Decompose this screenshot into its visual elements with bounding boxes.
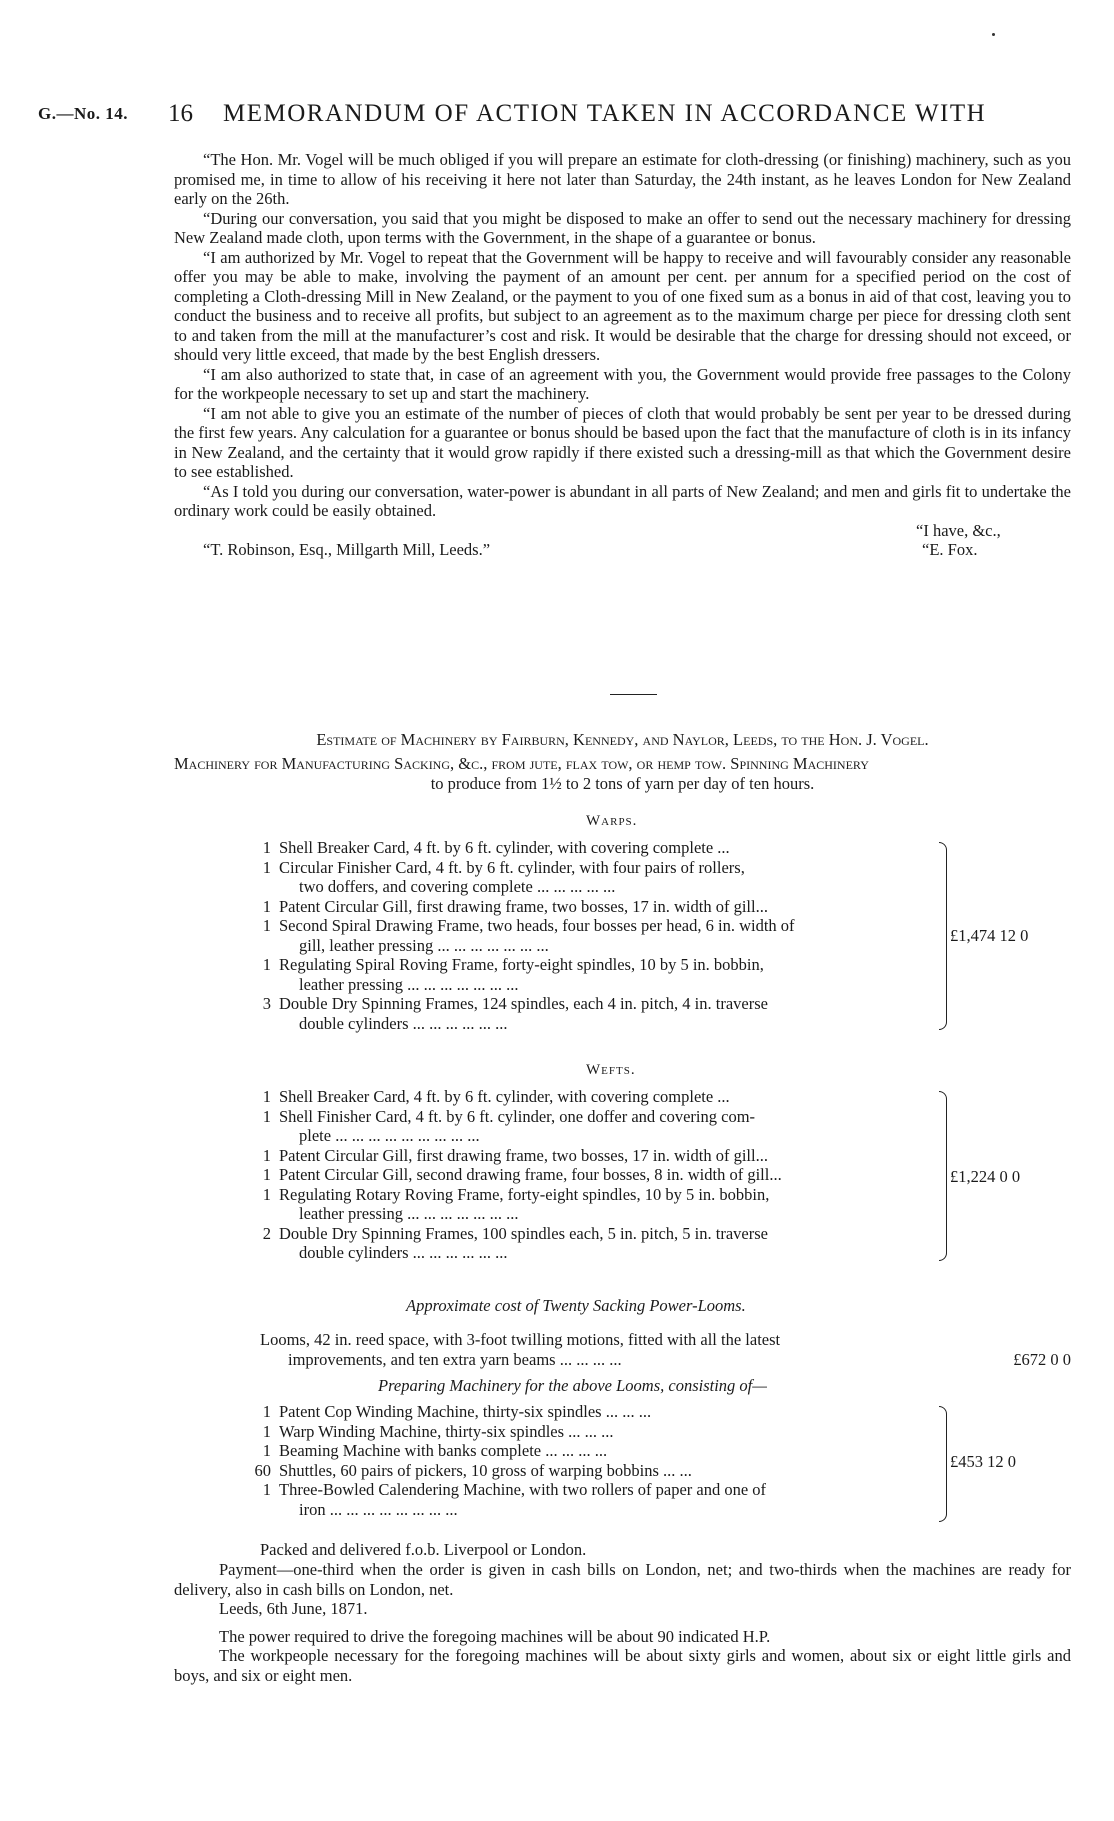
machine-item — [245, 955, 935, 994]
item-description: Shell Breaker Card, 4 ft. by 6 ft. cylinder, with covering complete ... — [279, 838, 730, 857]
machine-item — [245, 1480, 935, 1519]
item-quantity: 1 — [262, 896, 271, 916]
item-description: Shell Breaker Card, 4 ft. by 6 ft. cylinder, with covering complete ... — [279, 1087, 730, 1106]
preparing-amount: £453 12 0 — [950, 1452, 1016, 1471]
item-quantity: 1 — [262, 1184, 271, 1204]
workpeople-note: The workpeople necessary for the foregoing machines will be about sixty girls and women, about six or eight little girls and boys, and six or eight men. — [174, 1646, 1071, 1685]
item-description: Three-Bowled Calendering Machine, with two rollers of paper and one of iron ... ... ... ... ... ... ... ... — [279, 1480, 935, 1519]
letter-signature: “E. Fox. — [922, 539, 978, 559]
warps-amount: £1,474 12 0 — [950, 926, 1029, 945]
machine-item — [245, 858, 935, 897]
looms-amount: £672 0 0 — [1013, 1349, 1071, 1369]
power-note: The power required to drive the foregoing machines will be about 90 indicated H.P. — [219, 1626, 771, 1646]
item-quantity: 1 — [262, 1421, 271, 1441]
estimate-heading — [174, 730, 1071, 794]
letter-paragraph: “During our conversation, you said that you might be disposed to make an offer to send out the necessary machinery for dressing New Zealand made cloth, upon terms with the Government, in the shape of a guarantee or bonus. — [174, 208, 1071, 247]
item-description-cont: two doffers, and covering complete ... ... ... ... ... — [299, 877, 616, 896]
item-quantity: 1 — [262, 1165, 271, 1184]
item-description-cont: iron ... ... ... ... ... ... ... ... — [299, 1499, 458, 1519]
item-description-cont: leather pressing ... ... ... ... ... ... ... — [299, 974, 519, 994]
wefts-brace — [939, 1091, 949, 1261]
item-quantity: 1 — [262, 955, 271, 974]
looms-entry — [260, 1330, 1071, 1369]
machine-item — [245, 1422, 935, 1442]
item-description-cont: leather pressing ... ... ... ... ... ... ... — [299, 1204, 519, 1223]
item-quantity: 2 — [262, 1223, 271, 1243]
preparing-heading: Preparing Machinery for the above Looms, consisting of— — [378, 1376, 767, 1395]
letter-closing: “I have, &c., — [916, 520, 1001, 540]
machine-item — [245, 897, 935, 917]
wefts-group — [245, 1087, 1071, 1265]
looms-line-cont: improvements, and ten extra yarn beams ... ... ... ... — [288, 1349, 622, 1369]
item-quantity: 1 — [262, 916, 271, 935]
item-description-cont: double cylinders ... ... ... ... ... ... — [299, 1013, 508, 1033]
wefts-amount: £1,224 0 0 — [950, 1167, 1021, 1186]
looms-line: Looms, 42 in. reed space, with 3-foot twilling motions, fitted with all the latest — [260, 1330, 781, 1349]
letter-paragraph: “The Hon. Mr. Vogel will be much obliged if you will prepare an estimate for cloth-dressing (or finishing) machinery, such as you promised me, in time to allow of his receiving it here not later than Saturday, the 24th instant, as he leaves London for New Zealand early on the 26th. — [174, 150, 1071, 208]
letter-paragraph: “As I told you during our conversation, water-power is abundant in all parts of New Zealand; and men and girls fit to undertake the ordinary work could be easily obtained. — [174, 481, 1071, 520]
page-header — [38, 100, 1078, 134]
packed-note: Packed and delivered f.o.b. Liverpool or London. — [260, 1540, 587, 1559]
item-quantity: 1 — [262, 838, 271, 857]
machine-item — [245, 1107, 935, 1146]
running-title: MEMORANDUM OF ACTION TAKEN IN ACCORDANCE WITH — [223, 100, 987, 127]
item-description: Double Dry Spinning Frames, 100 spindles each, 5 in. pitch, 5 in. traverse double cylinders ... ... ... ... ... ... — [279, 1224, 935, 1263]
item-description: Shuttles, 60 pairs of pickers, 10 gross of warping bobbins ... ... — [279, 1460, 692, 1480]
machine-item — [245, 1165, 935, 1185]
item-quantity: 1 — [262, 1402, 271, 1421]
machine-item — [245, 838, 935, 858]
letter-addressee: “T. Robinson, Esq., Millgarth Mill, Leeds.” — [203, 539, 491, 559]
letter-paragraph: “I am not able to give you an estimate of the number of pieces of cloth that would probably be sent per year to be dressed during the first few years. Any calculation for a guarantee or bonus should be based upon the fact that the manufacture of cloth is in its infancy in New Zealand, and the certainty that it would grow rapidly if there existed such a dressing-mill as that which the Government desire to see established. — [174, 403, 1071, 481]
letter-paragraph: “I am authorized by Mr. Vogel to repeat that the Government will be happy to receive and will favourably consider any reasonable offer you may be able to make, involving the payment of an amount per cent. per annum for a specified period on the cost of completing a Cloth-dressing Mill in New Zealand, or the payment to you of one fixed sum as a bonus in aid of that cost, leaving you to conduct the business and to receive all profits, but subject to an agreement as to the maximum charge per piece for dressing cloth sent to and taken from the mill at the manufacturer’s cost and risk. It would be desirable that the charge for dressing should not exceed, or should very little exceed, that made by the best English dressers. — [174, 247, 1071, 364]
warps-group — [245, 838, 1071, 1034]
item-quantity: 3 — [262, 994, 271, 1013]
machine-item — [245, 1461, 935, 1481]
machine-item — [245, 1185, 935, 1224]
estimate-date: Leeds, 6th June, 1871. — [219, 1599, 368, 1618]
letter-body — [174, 150, 1071, 559]
item-description: Second Spiral Drawing Frame, two heads, four bosses per head, 6 in. width of gill, leather pressing ... ... ... ... ... ... ... — [279, 916, 935, 955]
item-description: Patent Circular Gill, first drawing frame, two bosses, 17 in. width of gill... — [279, 1145, 768, 1165]
letter-paragraph: “I am also authorized to state that, in case of an agreement with you, the Government would provide free passages to the Colony for the workpeople necessary to set up and start the machinery. — [174, 364, 1071, 403]
page-number: 16 — [168, 100, 193, 127]
item-description-cont: double cylinders ... ... ... ... ... ... — [299, 1243, 508, 1262]
estimate-title: Estimate of Machinery by Fairburn, Kennedy, and Naylor, Leeds, to the Hon. J. Vogel. — [316, 730, 929, 749]
item-description: Shell Finisher Card, 4 ft. by 6 ft. cylinder, one doffer and covering com- plete ... ... ... ... ... ... ... ... ... — [279, 1107, 935, 1146]
item-description: Patent Circular Gill, second drawing frame, four bosses, 8 in. width of gill... — [279, 1165, 782, 1184]
estimate-subtitle: Machinery for Manufacturing Sacking, &c., from jute, flax tow, or hemp tow. Spinning Machinery — [174, 754, 869, 773]
item-description: Double Dry Spinning Frames, 124 spindles, each 4 in. pitch, 4 in. traverse double cylinders ... ... ... ... ... ... — [279, 994, 935, 1033]
item-quantity: 60 — [254, 1460, 271, 1480]
item-description: Patent Cop Winding Machine, thirty-six spindles ... ... ... — [279, 1402, 652, 1421]
warps-items — [245, 838, 935, 1033]
item-description: Warp Winding Machine, thirty-six spindles ... ... ... — [279, 1421, 614, 1441]
wefts-items — [245, 1087, 935, 1263]
speck-mark — [992, 33, 995, 36]
payment-terms: Payment—one-third when the order is given in cash bills on London, net; and two-thirds when the machines are ready for delivery, also in cash bills on London, net. — [174, 1560, 1071, 1599]
item-quantity: 1 — [262, 1480, 271, 1499]
item-description: Patent Circular Gill, first drawing frame, two bosses, 17 in. width of gill... — [279, 896, 768, 916]
item-description: Beaming Machine with banks complete ... ... ... ... — [279, 1441, 608, 1460]
item-quantity: 1 — [262, 1145, 271, 1165]
machine-item — [245, 994, 935, 1033]
estimate-subtitle-cont: to produce from 1½ to 2 tons of yarn per day of ten hours. — [430, 774, 815, 793]
item-quantity: 1 — [262, 1441, 271, 1460]
document-reference: G.—No. 14. — [38, 104, 128, 123]
item-description-cont: plete ... ... ... ... ... ... ... ... ... — [299, 1126, 480, 1145]
preparing-items — [245, 1402, 935, 1519]
machine-item — [245, 1146, 935, 1166]
closing-line — [174, 521, 1071, 540]
warps-brace — [939, 842, 949, 1030]
wefts-heading: Wefts. — [586, 1062, 636, 1078]
signature-line — [174, 540, 1071, 559]
item-description-cont: gill, leather pressing ... ... ... ... ... ... ... — [299, 935, 549, 955]
closing-notes — [174, 1560, 1071, 1685]
item-description: Regulating Spiral Roving Frame, forty-eight spindles, 10 by 5 in. bobbin, leather pressing ... ... ... ... ... ... ... — [279, 955, 935, 994]
item-description: Circular Finisher Card, 4 ft. by 6 ft. cylinder, with four pairs of rollers, two doffers, and covering complete ... ... ... ... ... — [279, 858, 935, 897]
looms-heading: Approximate cost of Twenty Sacking Power-Looms. — [406, 1296, 746, 1315]
machine-item — [245, 916, 935, 955]
machine-item — [245, 1224, 935, 1263]
item-quantity: 1 — [262, 1106, 271, 1126]
machine-item — [245, 1402, 935, 1422]
preparing-group — [245, 1402, 1071, 1522]
warps-heading: Warps. — [586, 813, 638, 829]
machine-item — [245, 1087, 935, 1107]
machine-item — [245, 1441, 935, 1461]
preparing-brace — [939, 1406, 949, 1522]
item-description: Regulating Rotary Roving Frame, forty-eight spindles, 10 by 5 in. bobbin, leather pressing ... ... ... ... ... ... ... — [279, 1185, 935, 1224]
section-divider — [610, 694, 657, 695]
item-quantity: 1 — [262, 1087, 271, 1106]
item-quantity: 1 — [262, 857, 271, 877]
